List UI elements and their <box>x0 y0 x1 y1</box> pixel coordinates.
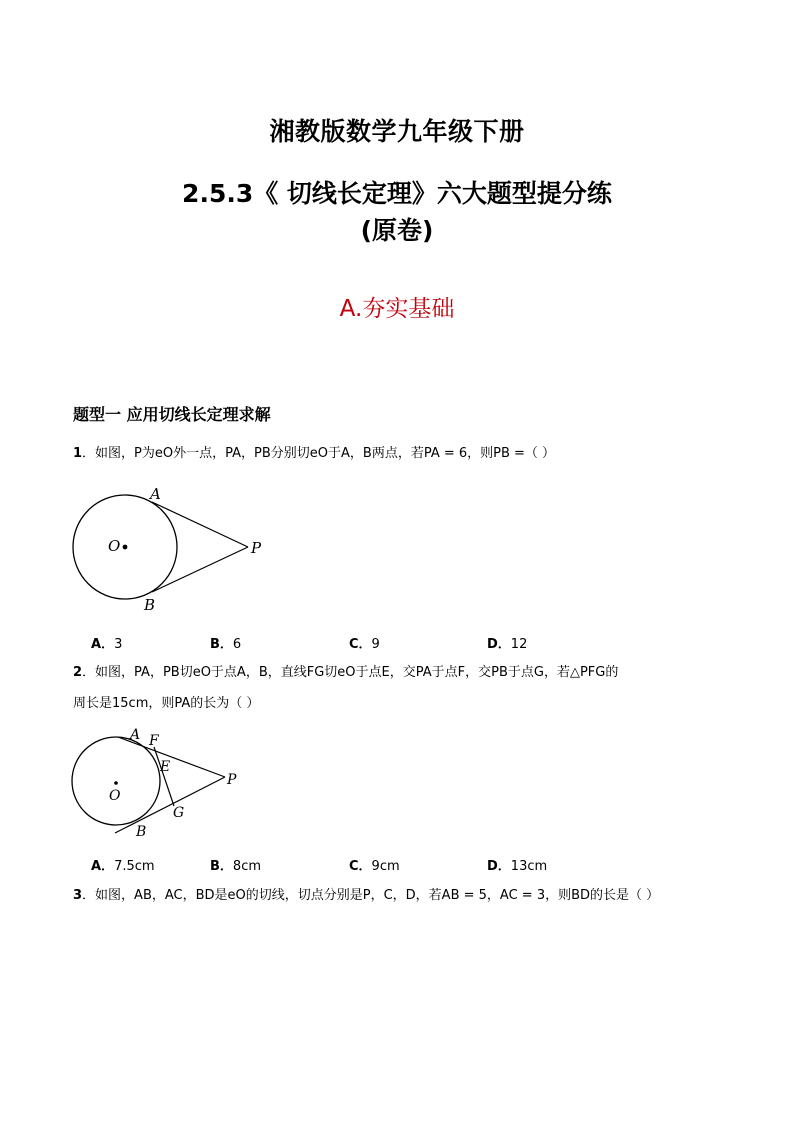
question-number: 1 <box>73 446 83 461</box>
question-2-figure <box>60 725 250 840</box>
label-e: E <box>160 759 171 775</box>
question-stem: ．如图，PA，PB切eO于点A，B，直线FG切eO于点E，交PA于点F，交PB于点G，若△PFG的 <box>82 665 619 680</box>
question-stem: ．如图，P为eO外一点，PA，PB分别切eO于A，B两点，若PA = 6，则PB =（ ） <box>82 446 556 461</box>
center-point <box>123 545 128 550</box>
question-1-figure <box>60 480 280 615</box>
option-b[interactable]: B．6 <box>210 637 242 652</box>
document-subtitle-topic: 2.5.3《 切线长定理》六大题型提分练 <box>182 179 612 208</box>
label-b: B <box>136 824 147 840</box>
document-version-label: (原卷) <box>360 216 434 245</box>
label-a: A <box>130 727 141 743</box>
tangent-pb <box>152 547 248 592</box>
option-c[interactable]: C．9cm <box>349 859 400 874</box>
option-a[interactable]: A．3 <box>91 637 123 652</box>
label-g: G <box>173 805 185 821</box>
question-stem: ．如图，AB，AC，BD是eO的切线，切点分别是P，C，D，若AB = 5，AC = 3，则BD的长是（ ） <box>82 888 660 903</box>
question-2-text-line1 <box>73 663 618 683</box>
option-c[interactable]: C．9 <box>349 637 380 652</box>
option-d[interactable]: D．13cm <box>487 859 548 874</box>
label-p: P <box>251 539 262 557</box>
label-o: O <box>109 788 121 804</box>
circle-o <box>72 737 160 825</box>
label-p: P <box>227 772 237 788</box>
section-level-heading: A.夯实基础 <box>339 296 455 322</box>
tangent-pa <box>152 502 248 547</box>
label-o: O <box>108 537 121 555</box>
label-b: B <box>144 596 156 614</box>
question-2-text-line2: 周长是15cm，则PA的长为（ ） <box>73 696 260 711</box>
option-a[interactable]: A．7.5cm <box>91 859 155 874</box>
option-d[interactable]: D．12 <box>487 637 528 652</box>
document-title: 湘教版数学九年级下册 <box>269 117 525 146</box>
label-f: F <box>149 733 159 749</box>
tangent-pb <box>115 777 225 833</box>
option-b[interactable]: B．8cm <box>210 859 262 874</box>
question-number: 3 <box>73 888 83 903</box>
question-1-text <box>73 444 555 464</box>
label-a: A <box>150 485 161 503</box>
question-type-heading: 题型一 应用切线长定理求解 <box>73 405 271 424</box>
question-number: 2 <box>73 665 83 680</box>
tangent-pa <box>118 737 225 777</box>
center-point <box>114 781 118 785</box>
question-3-text <box>73 886 659 906</box>
